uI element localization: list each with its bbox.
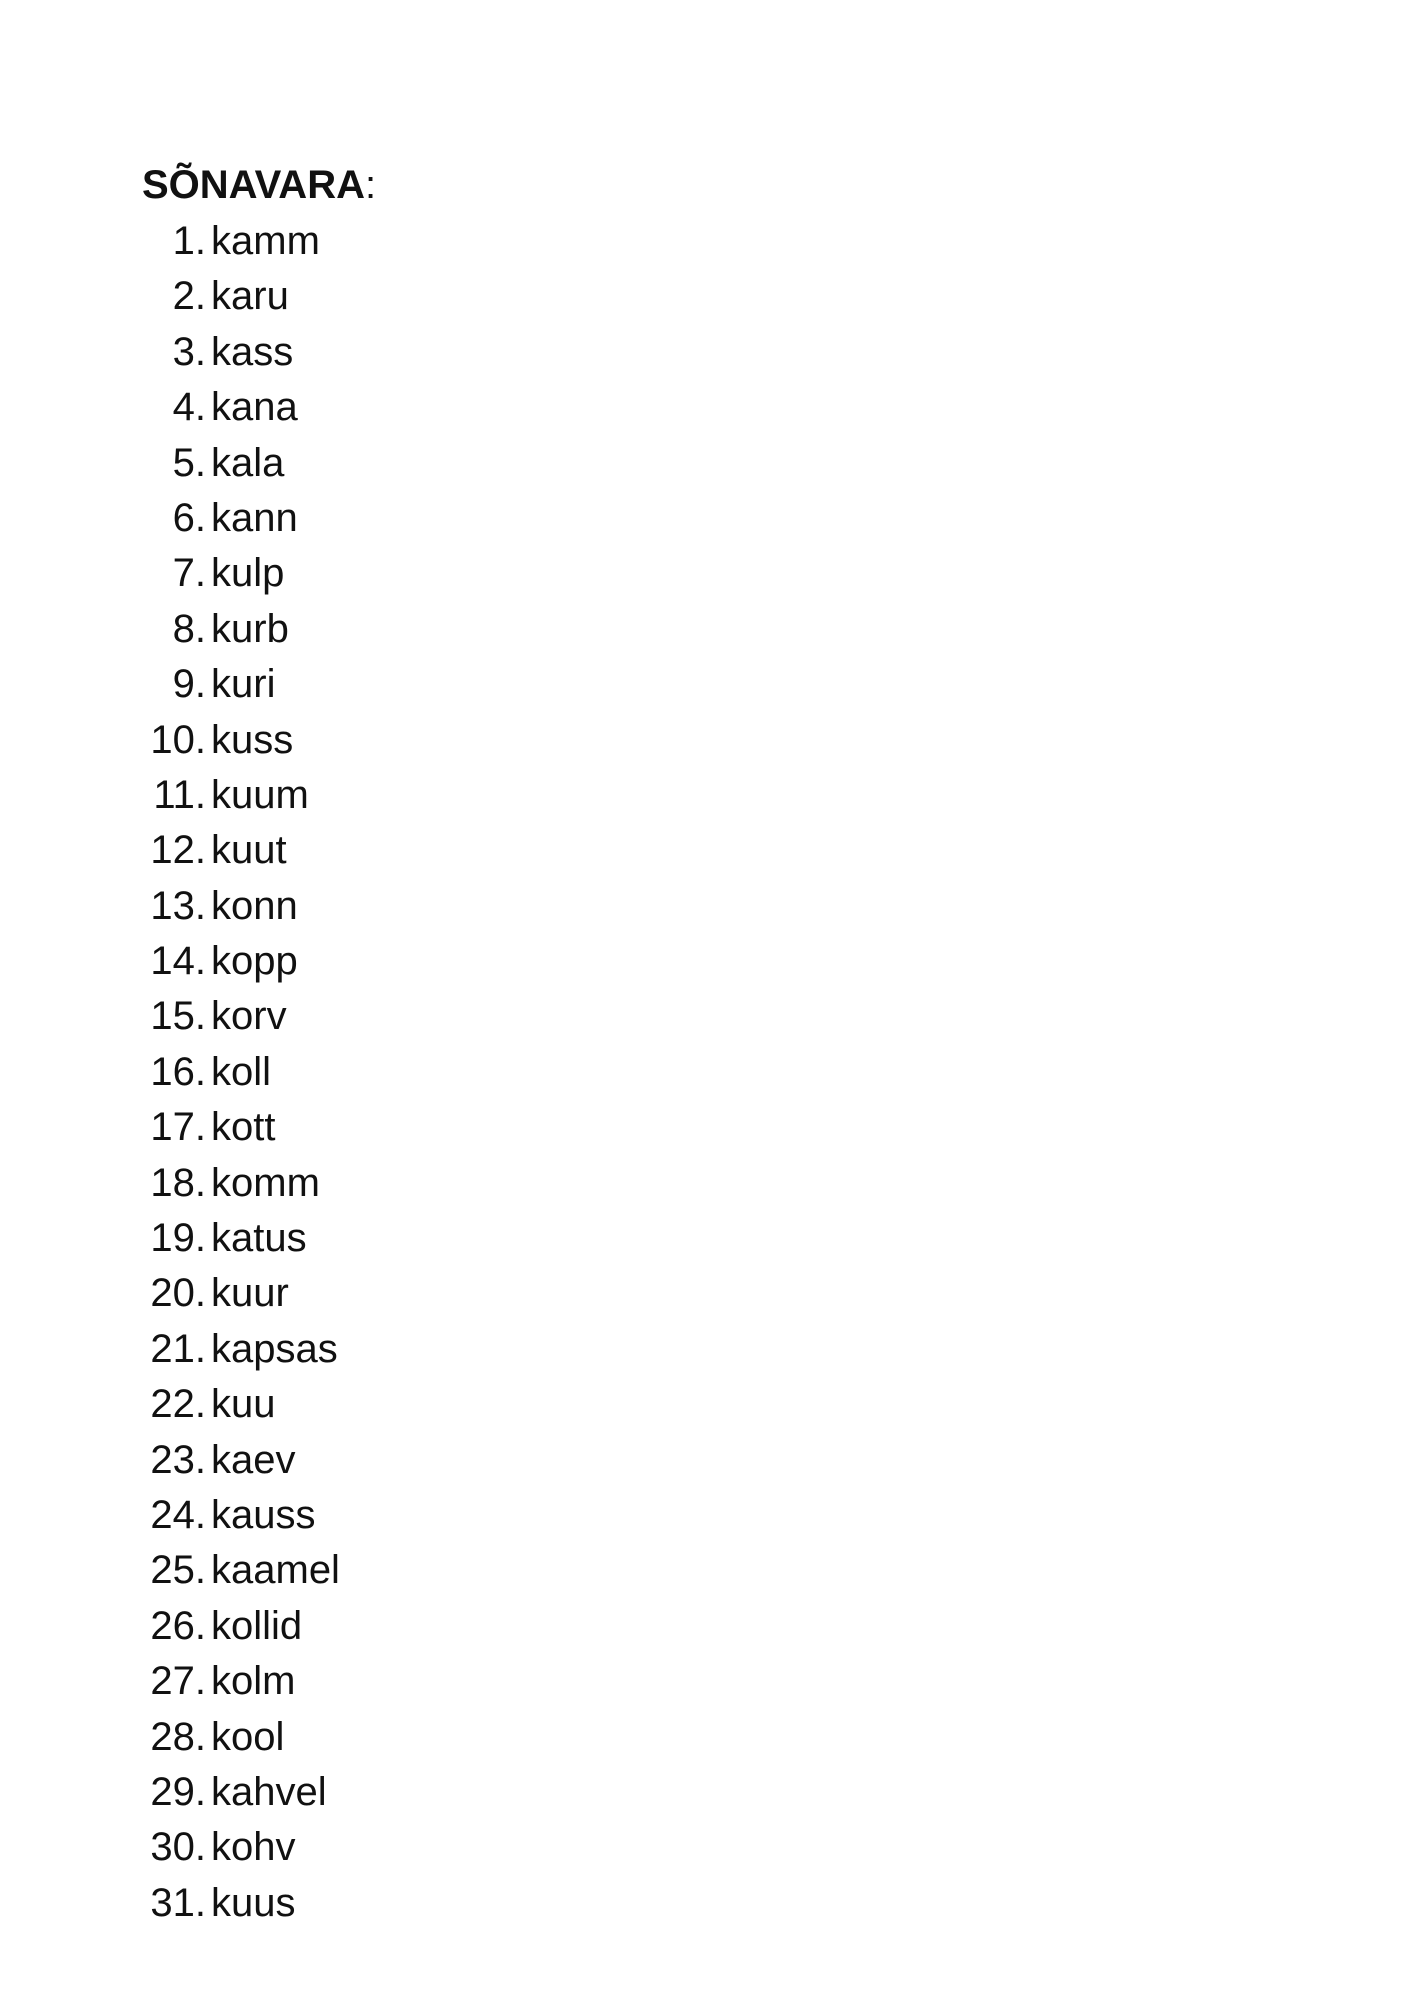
item-word: korv [211,994,287,1039]
item-word: kuri [211,662,276,707]
item-number: 17. [150,1105,206,1150]
item-word: kopp [211,939,298,984]
item-word: komm [211,1160,320,1205]
item-number: 20. [150,1271,206,1316]
item-word: kott [211,1105,276,1150]
item-number: 3. [172,329,206,374]
item-word: kann [211,495,298,540]
item-word: kollid [211,1603,303,1648]
item-word: konn [211,883,298,928]
item-number: 10. [150,717,206,762]
item-number: 16. [150,1049,206,1094]
item-word: karu [211,274,289,319]
item-number: 27. [150,1659,206,1704]
item-number: 15. [150,994,206,1039]
item-word: kaev [211,1437,296,1482]
item-word: kala [211,440,285,485]
item-word: kulp [211,551,285,596]
item-number: 19. [150,1216,206,1261]
item-number: 2. [172,274,206,319]
item-number: 7. [172,551,206,596]
item-word: kauss [211,1492,316,1537]
item-word: kuus [211,1880,296,1925]
item-word: kuur [211,1271,289,1316]
item-word: kuss [211,717,294,762]
item-number: 1. [172,219,206,263]
item-number: 13. [150,883,206,928]
item-number: 4. [172,385,206,430]
heading-colon: : [364,163,377,207]
item-number: 11. [153,772,206,817]
item-number: 29. [150,1769,206,1814]
item-number: 22. [150,1382,206,1427]
item-word: kamm [211,219,320,263]
item-word: kahvel [211,1769,327,1814]
item-word: koll [211,1049,272,1094]
item-number: 26. [150,1603,206,1648]
item-number: 6. [172,495,206,540]
item-word: kana [211,385,298,430]
item-word: kaamel [211,1548,340,1593]
item-number: 12. [150,828,206,873]
item-number: 30. [150,1825,206,1870]
vocabulary-heading [142,160,376,210]
item-word: kass [211,329,294,374]
item-number: 18. [150,1160,206,1205]
heading-title: SÕNAVARA [142,163,365,207]
item-word: kohv [211,1825,296,1870]
item-number: 23. [150,1437,206,1482]
item-word: kapsas [211,1326,338,1371]
item-word: katus [211,1216,307,1261]
item-number: 5. [172,440,206,485]
item-number: 8. [172,606,206,651]
item-number: 28. [150,1714,206,1759]
item-word: kuum [211,772,309,817]
item-word: kolm [211,1659,296,1704]
item-word: kool [211,1714,285,1759]
item-number: 9. [172,662,206,707]
item-number: 25. [150,1548,206,1593]
item-word: kurb [211,606,289,651]
item-number: 21. [150,1326,206,1371]
item-word: kuu [211,1382,276,1427]
item-number: 31. [150,1880,206,1925]
item-word: kuut [211,828,287,873]
item-number: 24. [150,1492,206,1537]
item-number: 14. [150,939,206,984]
